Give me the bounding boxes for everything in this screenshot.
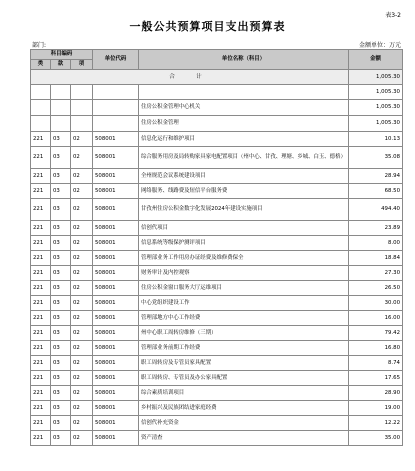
unit-code-cell: 508001: [93, 371, 139, 386]
project-name-cell: 网络服务、线路费及短信平台服务费: [139, 184, 349, 199]
org-row: [31, 100, 403, 116]
kuan-cell: 03: [51, 311, 71, 326]
unit-code-cell: 508001: [93, 401, 139, 416]
table-row: [31, 266, 403, 281]
amount-cell: 494.40: [349, 199, 403, 221]
lei-cell: 221: [31, 236, 51, 251]
xiang-cell: 02: [71, 251, 93, 266]
kuan-header: 款: [51, 60, 71, 70]
lei-cell: 221: [31, 401, 51, 416]
table-row: [31, 386, 403, 401]
kuan-cell: 03: [51, 251, 71, 266]
table-row: [31, 132, 403, 147]
amount-cell: 28.90: [349, 386, 403, 401]
lei-cell: 221: [31, 221, 51, 236]
table-row: [31, 221, 403, 236]
table-row: [31, 184, 403, 199]
lei-cell: 221: [31, 199, 51, 221]
unit-code-header: 单位代码: [93, 50, 139, 70]
amount-cell: 68.50: [349, 184, 403, 199]
unit-code-cell: 508001: [93, 341, 139, 356]
project-name-cell: 信创代项目: [139, 221, 349, 236]
amount-cell: 23.89: [349, 221, 403, 236]
table-row: [31, 341, 403, 356]
lei-cell: 221: [31, 326, 51, 341]
kuan-cell: 03: [51, 266, 71, 281]
table-row: [31, 199, 403, 221]
unit-code-cell: 508001: [93, 236, 139, 251]
kuan-cell: 03: [51, 132, 71, 147]
xiang-header: 项: [71, 60, 93, 70]
lei-cell: 221: [31, 281, 51, 296]
project-name-cell: 管理部业务工作用房办证经费及维修费保全: [139, 251, 349, 266]
xiang-cell: 02: [71, 281, 93, 296]
kuan-cell: 03: [51, 236, 71, 251]
lei-cell: 221: [31, 169, 51, 184]
unit-code-cell: 508001: [93, 311, 139, 326]
xiang-cell: 02: [71, 132, 93, 147]
table-row: [31, 311, 403, 326]
unit-code-cell: 508001: [93, 296, 139, 311]
unit-code-cell: 508001: [93, 431, 139, 446]
xiang-cell: 02: [71, 184, 93, 199]
kuan-cell: 03: [51, 431, 71, 446]
amount-cell: 26.50: [349, 281, 403, 296]
lei-cell: 221: [31, 184, 51, 199]
lei-cell: 221: [31, 371, 51, 386]
xiang-cell: 02: [71, 386, 93, 401]
kuan-cell: 03: [51, 326, 71, 341]
unit-code-cell: 508001: [93, 326, 139, 341]
xiang-cell: 02: [71, 169, 93, 184]
budget-table: [30, 49, 403, 446]
kuan-cell: 03: [51, 341, 71, 356]
xiang-cell: 02: [71, 311, 93, 326]
lei-header: 类: [31, 60, 51, 70]
lei-cell: 221: [31, 266, 51, 281]
org-sub-amount: 1,005.30: [349, 116, 403, 132]
xiang-cell: 02: [71, 199, 93, 221]
xiang-cell: 02: [71, 401, 93, 416]
lei-cell: 221: [31, 386, 51, 401]
table-row: [31, 251, 403, 266]
amount-cell: 8.74: [349, 356, 403, 371]
kuan-cell: 03: [51, 169, 71, 184]
unit-name-header: 单位名称（科目）: [139, 50, 349, 70]
unit-code-cell: 508001: [93, 169, 139, 184]
lei-cell: 221: [31, 296, 51, 311]
amount-cell: 30.00: [349, 296, 403, 311]
xiang-cell: 02: [71, 147, 93, 169]
lei-cell: 221: [31, 251, 51, 266]
kuan-cell: 03: [51, 371, 71, 386]
lei-cell: 221: [31, 132, 51, 147]
amount-cell: 18.84: [349, 251, 403, 266]
org-sub-name: 住房公积金管理: [139, 116, 349, 132]
table-row: [31, 371, 403, 386]
blank-row: [31, 85, 403, 100]
amount-unit-label: 金额单位：万元: [358, 42, 401, 49]
page-title: 一般公共预算项目支出预算表: [129, 20, 286, 33]
table-row: [31, 431, 403, 446]
org-name: 住房公积金管理中心机关: [139, 100, 349, 116]
amount-cell: 17.65: [349, 371, 403, 386]
amount-cell: 8.00: [349, 236, 403, 251]
amount-cell: 12.22: [349, 416, 403, 431]
xiang-cell: 02: [71, 326, 93, 341]
lei-cell: 221: [31, 431, 51, 446]
project-name-cell: 职工周转房及专管员家具配置: [139, 356, 349, 371]
department-label: 部门:: [32, 42, 47, 49]
kuan-cell: 03: [51, 296, 71, 311]
total-label: 合 计: [31, 70, 349, 85]
xiang-cell: 02: [71, 296, 93, 311]
unit-code-cell: 508001: [93, 147, 139, 169]
org-amount: 1,005.30: [349, 100, 403, 116]
kuan-cell: 03: [51, 281, 71, 296]
project-name-cell: 信息系统等级保护测评项目: [139, 236, 349, 251]
kuan-cell: 03: [51, 386, 71, 401]
project-name-cell: 财务审计及内控观察: [139, 266, 349, 281]
unit-code-cell: 508001: [93, 251, 139, 266]
unit-code-cell: 508001: [93, 184, 139, 199]
xiang-cell: 02: [71, 266, 93, 281]
xiang-cell: 02: [71, 221, 93, 236]
project-name-cell: 管理部业务前期工作经费: [139, 341, 349, 356]
amount-cell: 19.00: [349, 401, 403, 416]
table-row: [31, 236, 403, 251]
kuan-cell: 03: [51, 147, 71, 169]
table-row: [31, 296, 403, 311]
table-row: [31, 416, 403, 431]
amount-header: 金额: [349, 50, 403, 70]
unit-code-cell: 508001: [93, 356, 139, 371]
amount-cell: 28.94: [349, 169, 403, 184]
lei-cell: 221: [31, 356, 51, 371]
table-row: [31, 169, 403, 184]
project-name-cell: 综合服务用房及局转购家具家电配置项目（州中心、甘孜、理塘、乡城、白玉、德格）: [139, 147, 349, 169]
xiang-cell: 02: [71, 356, 93, 371]
lei-cell: 221: [31, 147, 51, 169]
xiang-cell: 02: [71, 416, 93, 431]
amount-cell: 35.08: [349, 147, 403, 169]
xiang-cell: 02: [71, 341, 93, 356]
table-row: [31, 326, 403, 341]
amount-cell: 16.80: [349, 341, 403, 356]
table-row: [31, 401, 403, 416]
table-row: [31, 356, 403, 371]
xiang-cell: 02: [71, 431, 93, 446]
project-name-cell: 州中心职工周转房维修（三期）: [139, 326, 349, 341]
blank-row-amount: 1,005.30: [349, 85, 403, 100]
project-name-cell: 甘孜州住房公积金数字化发展2024年建设实施项目: [139, 199, 349, 221]
org-subrow: [31, 116, 403, 132]
xiang-cell: 02: [71, 236, 93, 251]
unit-code-cell: 508001: [93, 199, 139, 221]
project-name-cell: 全州规范会议系统建设项目: [139, 169, 349, 184]
project-name-cell: 综合素质培训项目: [139, 386, 349, 401]
kuan-cell: 03: [51, 416, 71, 431]
subject-code-header: 科目编码: [31, 50, 93, 60]
unit-code-cell: 508001: [93, 132, 139, 147]
table-row: [31, 281, 403, 296]
unit-code-cell: 508001: [93, 386, 139, 401]
kuan-cell: 03: [51, 221, 71, 236]
project-name-cell: 中心党组织建设工作: [139, 296, 349, 311]
unit-code-cell: 508001: [93, 281, 139, 296]
project-name-cell: 管理部地方中心工作经费: [139, 311, 349, 326]
amount-cell: 79.42: [349, 326, 403, 341]
lei-cell: 221: [31, 416, 51, 431]
kuan-cell: 03: [51, 184, 71, 199]
table-row: [31, 147, 403, 169]
project-name-cell: 信息化运行和维护项目: [139, 132, 349, 147]
project-name-cell: 职工周转房、专管员及办公家具配置: [139, 371, 349, 386]
lei-cell: 221: [31, 311, 51, 326]
form-id: 表3-2: [385, 12, 401, 19]
total-row: [31, 70, 403, 85]
unit-code-cell: 508001: [93, 416, 139, 431]
project-name-cell: 信创代补充资金: [139, 416, 349, 431]
amount-cell: 35.00: [349, 431, 403, 446]
project-name-cell: 住房公积金窗口服务大厅运维项目: [139, 281, 349, 296]
project-name-cell: 资产清查: [139, 431, 349, 446]
total-amount: 1,005.30: [349, 70, 403, 85]
amount-cell: 10.13: [349, 132, 403, 147]
amount-cell: 16.00: [349, 311, 403, 326]
unit-code-cell: 508001: [93, 221, 139, 236]
kuan-cell: 03: [51, 356, 71, 371]
xiang-cell: 02: [71, 371, 93, 386]
lei-cell: 221: [31, 341, 51, 356]
kuan-cell: 03: [51, 401, 71, 416]
kuan-cell: 03: [51, 199, 71, 221]
project-name-cell: 乡村振兴及民族团结进家庭经费: [139, 401, 349, 416]
amount-cell: 27.30: [349, 266, 403, 281]
unit-code-cell: 508001: [93, 266, 139, 281]
